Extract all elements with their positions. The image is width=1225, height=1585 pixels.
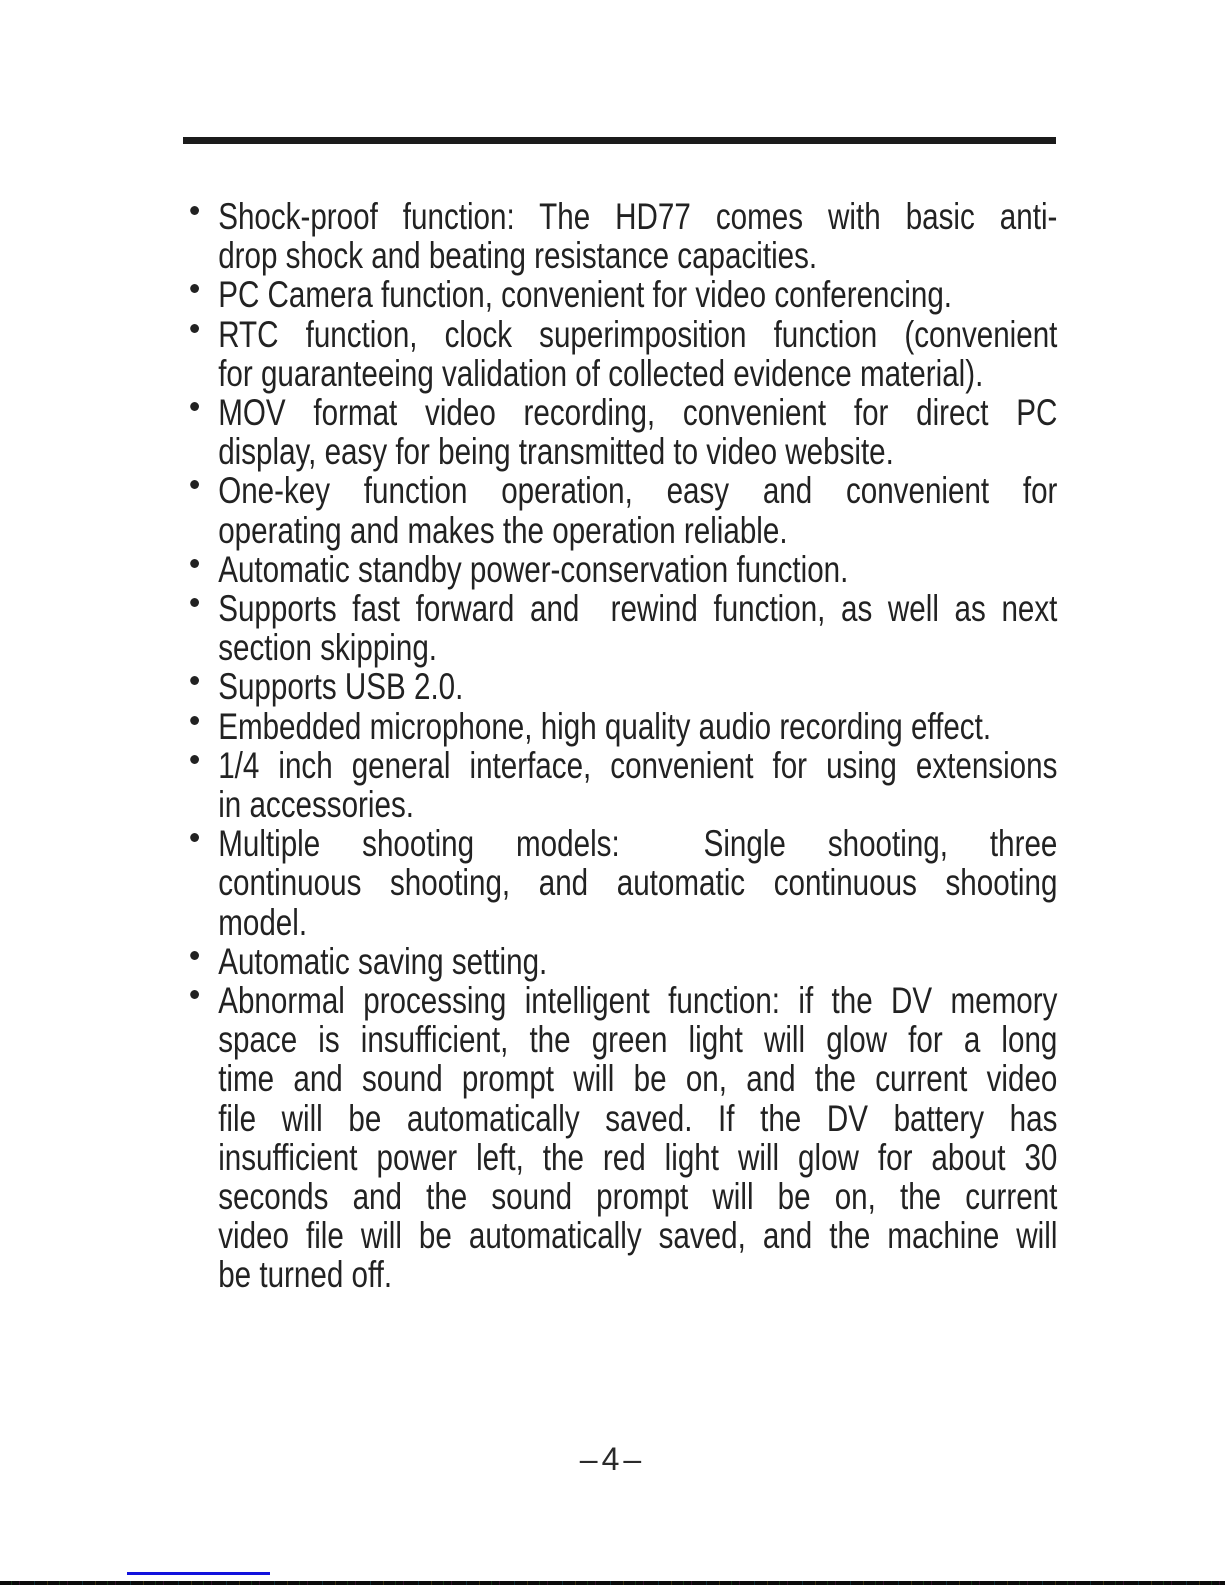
- list-item: [183, 197, 1057, 275]
- feature-line: PC Camera function, convenient for video conferencing.: [218, 274, 953, 316]
- bullet-icon: [190, 716, 199, 725]
- feature-line: continuous shooting, and automatic continuous shooting: [218, 862, 1058, 904]
- feature-line: drop shock and beating resistance capacities.: [218, 235, 818, 277]
- feature-text: [218, 707, 1057, 746]
- bullet-icon: [190, 284, 199, 293]
- list-item: [183, 824, 1057, 942]
- feature-line: space is insufficient, the green light will glow for a long: [218, 1019, 1058, 1061]
- list-item: [183, 589, 1057, 667]
- feature-line: in accessories.: [218, 784, 414, 826]
- feature-line: insufficient power left, the red light will glow for about 30: [218, 1136, 1058, 1178]
- bullet-icon: [190, 990, 199, 999]
- feature-text: [218, 550, 1057, 589]
- feature-line: display, easy for being transmitted to video website.: [218, 431, 894, 473]
- bullet-icon: [190, 324, 199, 333]
- feature-text: [218, 275, 1057, 314]
- feature-text: [218, 589, 1057, 667]
- bullet-icon: [190, 676, 199, 685]
- bullet-icon: [190, 833, 199, 842]
- bullet-icon: [190, 559, 199, 568]
- list-item: [183, 471, 1057, 549]
- bullet-icon: [190, 598, 199, 607]
- feature-line: 1/4 inch general interface, convenient for using extensions: [218, 744, 1058, 786]
- list-item: [183, 315, 1057, 393]
- feature-text: [218, 667, 1057, 706]
- feature-text: [218, 981, 1057, 1295]
- feature-line: Abnormal processing intelligent function: if the DV memory: [218, 980, 1058, 1022]
- feature-line: operating and makes the operation reliable.: [218, 509, 788, 551]
- feature-text: [218, 315, 1057, 393]
- feature-line: Multiple shooting models: Single shooting, three: [218, 823, 1058, 865]
- feature-line: video file will be automatically saved, and the machine will: [218, 1215, 1058, 1257]
- page-number: –4–: [579, 1441, 646, 1477]
- feature-line: be turned off.: [218, 1254, 393, 1296]
- feature-line: RTC function, clock superimposition function (convenient: [218, 313, 1058, 355]
- feature-line: model.: [218, 901, 308, 943]
- bullet-icon: [190, 480, 199, 489]
- feature-line: MOV format video recording, convenient for direct PC: [218, 392, 1058, 434]
- feature-line: Automatic standby power-conservation function.: [218, 548, 849, 590]
- bullet-icon: [190, 755, 199, 764]
- feature-text: [218, 942, 1057, 981]
- list-item: [183, 667, 1057, 706]
- feature-line: Embedded microphone, high quality audio recording effect.: [218, 705, 992, 747]
- feature-line: Supports fast forward and rewind function, as well as next: [218, 588, 1058, 630]
- feature-text: [218, 471, 1057, 549]
- list-item: [183, 707, 1057, 746]
- feature-line: file will be automatically saved. If the DV battery has: [218, 1097, 1058, 1139]
- feature-line: for guaranteeing validation of collected evidence material).: [218, 352, 984, 394]
- feature-line: section skipping.: [218, 627, 438, 669]
- scan-noise-edge: [0, 1581, 1225, 1585]
- feature-line: time and sound prompt will be on, and the current video: [218, 1058, 1058, 1100]
- list-item: [183, 981, 1057, 1295]
- feature-line: Supports USB 2.0.: [218, 666, 464, 708]
- feature-line: Automatic saving setting.: [218, 940, 548, 982]
- bullet-icon: [190, 402, 199, 411]
- list-item: [183, 942, 1057, 981]
- list-item: [183, 275, 1057, 314]
- feature-line: seconds and the sound prompt will be on, the current: [218, 1176, 1058, 1218]
- feature-line: One-key function operation, easy and convenient for: [218, 470, 1058, 512]
- feature-text: [218, 197, 1057, 275]
- bullet-icon: [190, 951, 199, 960]
- feature-text: [218, 824, 1057, 942]
- list-item: [183, 746, 1057, 824]
- scan-blue-mark: [127, 1572, 270, 1575]
- feature-text: [218, 746, 1057, 824]
- list-item: [183, 550, 1057, 589]
- bullet-icon: [190, 206, 199, 215]
- feature-text: [218, 393, 1057, 471]
- feature-list: [183, 197, 1057, 1295]
- list-item: [183, 393, 1057, 471]
- feature-line: Shock-proof function: The HD77 comes with basic anti-: [218, 196, 1058, 237]
- header-rule: [183, 137, 1056, 144]
